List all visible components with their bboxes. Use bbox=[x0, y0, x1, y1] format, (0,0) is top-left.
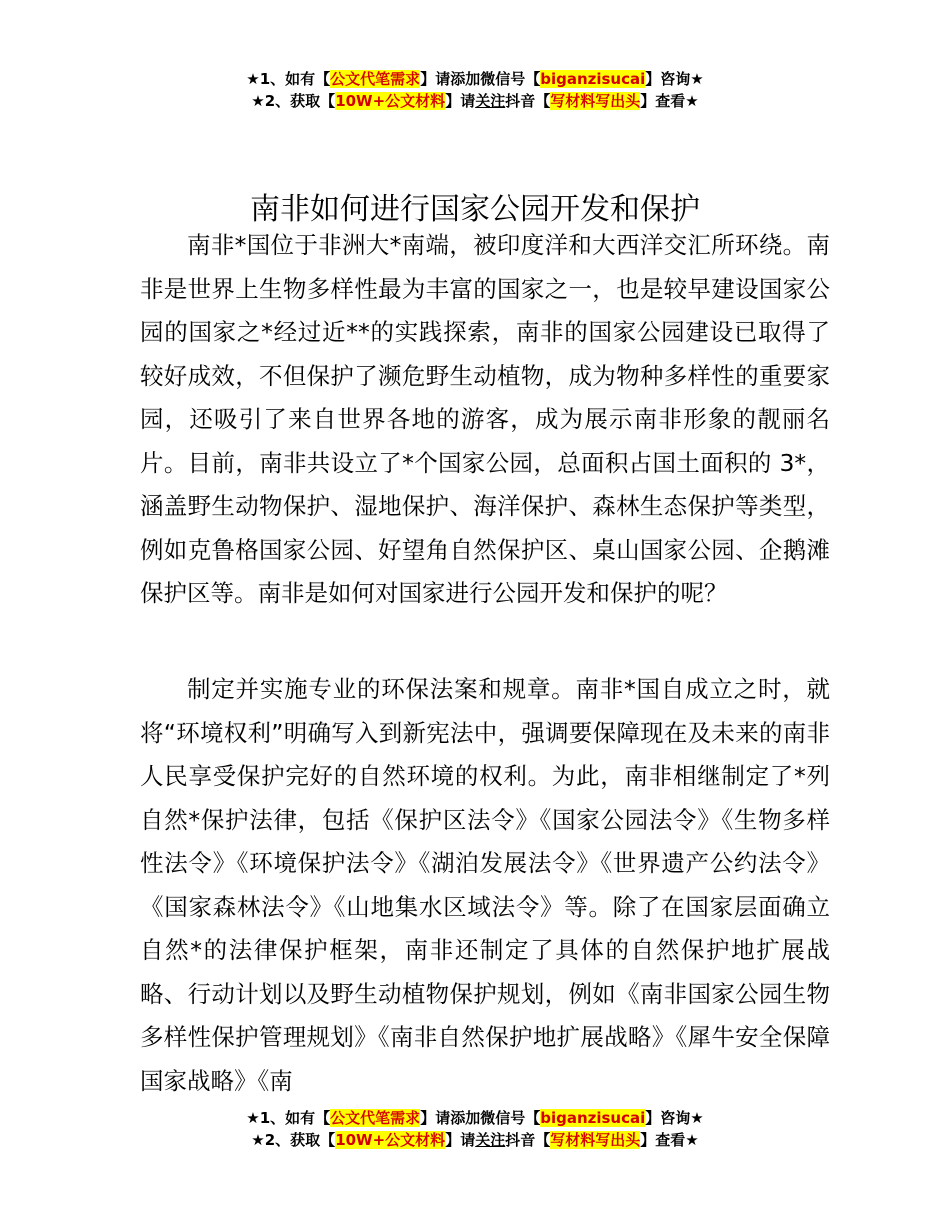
highlight-text: 公文代笔需求 bbox=[330, 70, 421, 88]
banner-text: 】咨询★ bbox=[645, 70, 704, 88]
douyin-account: 写材料写出头 bbox=[550, 1131, 641, 1149]
banner-text: 】请 bbox=[445, 92, 476, 110]
document-title: 南非如何进行国家公园开发和保护 bbox=[250, 192, 700, 228]
banner-line-1 bbox=[0, 1107, 950, 1129]
underlined-text: 关注 bbox=[475, 92, 506, 110]
highlight-text: 10W+公文材料 bbox=[335, 1131, 446, 1149]
paragraph: 制定并实施专业的环保法案和规章。南非*国自成立之时，就将“环境权利”明确写入到新宪法中，强调要保障现在及未来的南非人民享受保护完好的自然环境的权利。为此，南非相继制定了*列自然*保护法律，包括《保护区法令》《国家公园法令》《生物多样性法令》《环境保护法令》《湖泊发展法令》《世界遗产公约法令》《国家森林法令》《山地集水区域法令》等。除了在国家层面确立自然*的法律保护框架，南非还制定了具体的自然保护地扩展战略、行动计划以及野生动植物保护规划，例如《南非国家公园生物多样性保护管理规划》《南非自然保护地扩展战略》《犀牛安全保障国家战略》《南 bbox=[140, 675, 830, 1095]
underlined-text: 关注 bbox=[475, 1131, 506, 1149]
banner-text: 】请 bbox=[445, 1131, 476, 1149]
footer-banner bbox=[0, 1107, 950, 1151]
paragraph: 南非*国位于非洲大*南端，被印度洋和大西洋交汇所环绕。南非是世界上生物多样性最为丰富的国家之一，也是较早建设国家公园的国家之*经过近**的实践探索，南非的国家公园建设已取得了较好成效，不但保护了濒危野生动植物，成为物种多样性的重要家园，还吸引了来自世界各地的游客，成为展示南非形象的靓丽名片。目前，南非共设立了*个国家公园，总面积占国土面积的 3*，涵盖野生动物保护、湿地保护、海洋保护、森林生态保护等类型，例如克鲁格国家公园、好望角自然保护区、桌山国家公园、企鹅滩保护区等。南非是如何对国家进行公园开发和保护的呢？ bbox=[140, 231, 830, 607]
document-body-top bbox=[140, 224, 830, 616]
wechat-id: biganzisucai bbox=[540, 1109, 646, 1127]
highlight-text: 10W+公文材料 bbox=[335, 92, 446, 110]
banner-text: ★2、获取【 bbox=[251, 1131, 336, 1149]
banner-line-1 bbox=[0, 68, 950, 90]
banner-text: 】请添加微信号【 bbox=[420, 70, 541, 88]
banner-line-2 bbox=[0, 90, 950, 112]
banner-text: 抖音【 bbox=[505, 1131, 551, 1149]
banner-text: 】请添加微信号【 bbox=[420, 1109, 541, 1127]
header-banner bbox=[0, 68, 950, 112]
banner-text: ★2、获取【 bbox=[251, 92, 336, 110]
wechat-id: biganzisucai bbox=[540, 70, 646, 88]
document-body-bottom bbox=[140, 668, 830, 1103]
highlight-text: 公文代笔需求 bbox=[330, 1109, 421, 1127]
banner-line-2 bbox=[0, 1129, 950, 1151]
banner-text: 】查看★ bbox=[640, 92, 699, 110]
banner-text: ★1、如有【 bbox=[246, 70, 331, 88]
banner-text: ★1、如有【 bbox=[246, 1109, 331, 1127]
banner-text: 】咨询★ bbox=[645, 1109, 704, 1127]
banner-text: 】查看★ bbox=[640, 1131, 699, 1149]
banner-text: 抖音【 bbox=[505, 92, 551, 110]
douyin-account: 写材料写出头 bbox=[550, 92, 641, 110]
